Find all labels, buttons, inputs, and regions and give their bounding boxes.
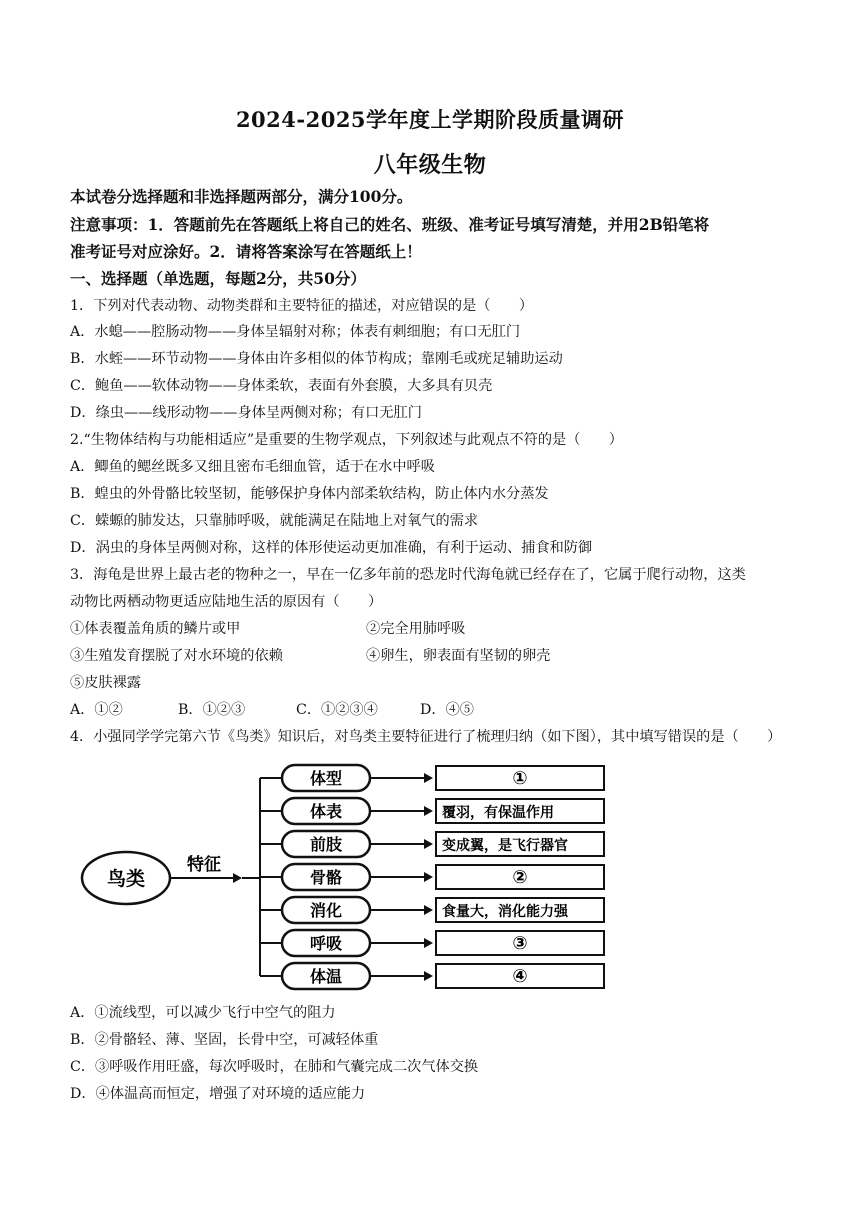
q3-statement-4: ④卵生，卵表面有坚韧的卵壳 xyxy=(366,648,551,664)
q4-option-a: A．①流线型，可以减少飞行中空气的阻力 xyxy=(70,1005,336,1021)
q2-option-d: D．涡虫的身体呈两侧对称，这样的体形使运动更加准确，有利于运动、捕食和防御 xyxy=(70,540,593,556)
bird-features-diagram xyxy=(70,760,630,992)
feature-value: 覆羽，有保温作用 xyxy=(442,805,554,821)
q3-statement-1: ①体表覆盖角质的鳞片或甲 xyxy=(70,621,241,637)
q3-stem-2: 动物比两栖动物更适应陆地生活的原因有（ ） xyxy=(70,594,383,610)
feature-arrowhead xyxy=(424,905,433,915)
feature-value: 食量大，消化能力强 xyxy=(442,904,568,920)
q3-statement-3: ③生殖发育摆脱了对水环境的依赖 xyxy=(70,648,283,664)
exam-subject: 八年级生物 xyxy=(373,152,487,178)
feature-value: ② xyxy=(512,867,528,888)
q3-option-a: A．①② xyxy=(70,702,123,718)
feature-arrowhead xyxy=(233,873,242,883)
intro-line-2: 注意事项：1．答题前先在答题纸上将自己的姓名、班级、准考证号填写清楚，并用2B铅笔将 xyxy=(70,215,710,234)
feature-arrowhead xyxy=(424,872,433,882)
feature-label: 前肢 xyxy=(309,835,343,854)
q3-option-b: B．①②③ xyxy=(178,702,246,718)
feature-arrowhead xyxy=(424,773,433,783)
feature-value: ④ xyxy=(512,966,528,987)
feature-value: 变成翼，是飞行器官 xyxy=(442,838,568,854)
q3-option-c: C．①②③④ xyxy=(296,702,378,718)
feature-rows xyxy=(260,765,604,989)
feature-label: 骨骼 xyxy=(309,868,343,887)
feature-arrowhead xyxy=(424,938,433,948)
intro-line-1: 本试卷分选择题和非选择题两部分，满分100分。 xyxy=(70,187,413,206)
q3-statement-5: ⑤皮肤裸露 xyxy=(70,675,141,691)
feature-value: ③ xyxy=(512,933,528,954)
feature-label: 体温 xyxy=(309,967,343,986)
diagram-svg xyxy=(70,760,630,992)
feature-label: 体表 xyxy=(309,802,343,821)
feature-label: 呼吸 xyxy=(309,934,343,953)
section-heading: 一、选择题（单选题，每题2分，共50分） xyxy=(70,269,366,288)
q2-option-a: A．鲫鱼的鳃丝既多又细且密布毛细血管，适于在水中呼吸 xyxy=(70,459,435,475)
q2-option-c: C．蝾螈的肺发达，只靠肺呼吸，就能满足在陆地上对氧气的需求 xyxy=(70,513,479,529)
q1-option-c: C．鲍鱼——软体动物——身体柔软，表面有外套膜，大多具有贝壳 xyxy=(70,378,493,394)
q4-option-c: C．③呼吸作用旺盛，每次呼吸时，在肺和气囊完成二次气体交换 xyxy=(70,1059,479,1075)
q3-stem-1: 3．海龟是世界上最古老的物种之一，早在一亿多年前的恐龙时代海龟就已经存在了，它属于爬行动物，这类 xyxy=(70,567,746,583)
q3-statement-2: ②完全用肺呼吸 xyxy=(366,621,466,637)
q1-option-d: D．绦虫——线形动物——身体呈两侧对称；有口无肛门 xyxy=(70,405,422,421)
q4-option-b: B．②骨骼轻、薄、坚固，长骨中空，可减轻体重 xyxy=(70,1032,379,1048)
arrow-label: 特征 xyxy=(187,855,221,875)
feature-arrowhead xyxy=(424,839,433,849)
exam-title: 2024-2025学年度上学期阶段质量调研 xyxy=(235,107,625,132)
root-label: 鸟类 xyxy=(106,868,146,890)
feature-label: 消化 xyxy=(309,901,343,920)
q2-stem: 2.“生物体结构与功能相适应”是重要的生物学观点，下列叙述与此观点不符的是（ ） xyxy=(70,432,623,448)
q4-stem: 4．小强同学学完第六节《鸟类》知识后，对鸟类主要特征进行了梳理归纳（如下图），其中填写错误的是（ ） xyxy=(70,729,782,745)
q2-option-b: B．蝗虫的外骨骼比较坚韧，能够保护身体内部柔软结构，防止体内水分蒸发 xyxy=(70,486,549,502)
intro-line-3: 准考证号对应涂好。2．请将答案涂写在答题纸上！ xyxy=(70,242,422,261)
q4-option-d: D．④体温高而恒定，增强了对环境的适应能力 xyxy=(70,1086,366,1102)
feature-value: ① xyxy=(512,768,528,789)
q3-option-d: D．④⑤ xyxy=(420,702,474,718)
q1-option-b: B．水蛭——环节动物——身体由许多相似的体节构成；靠刚毛或疣足辅助运动 xyxy=(70,351,563,367)
feature-arrowhead xyxy=(424,971,433,981)
feature-label: 体型 xyxy=(309,769,343,788)
q1-stem: 1．下列对代表动物、动物类群和主要特征的描述，对应错误的是（ ） xyxy=(70,298,534,314)
q1-option-a: A．水螅——腔肠动物——身体呈辐射对称；体表有刺细胞；有口无肛门 xyxy=(70,324,521,340)
feature-arrowhead xyxy=(424,806,433,816)
